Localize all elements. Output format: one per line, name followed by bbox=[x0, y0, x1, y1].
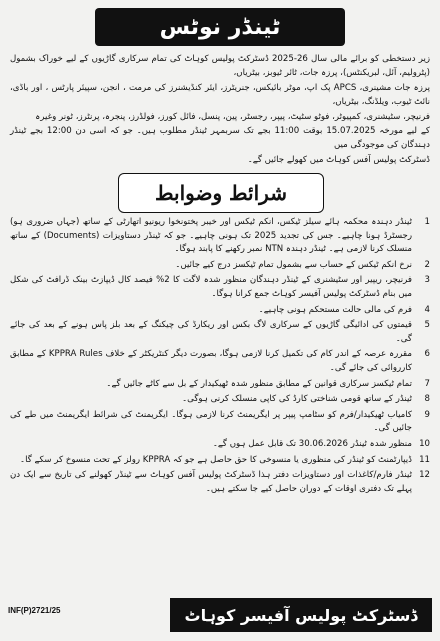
list-item bbox=[10, 409, 430, 436]
intro-paragraph bbox=[10, 52, 430, 167]
rule-number: 12 bbox=[419, 470, 430, 481]
rule-text: ٹینڈر فارم/کاغذات اور دستاویزات دفتر ہذا ڈسٹرکٹ پولیس آفس کوہاٹ سے ٹینڈر کھولنے کی تاریخ سے ایک دن پہلے تک دفتری اوقات کے دوران حاصل کیے جا سکتے ہیں۔ bbox=[10, 470, 412, 494]
title-banner bbox=[95, 8, 345, 46]
list-item bbox=[10, 348, 430, 375]
list-item bbox=[10, 438, 430, 452]
rule-text: فرم کی مالی حالت مستحکم ہونی چاہیے۔ bbox=[258, 304, 412, 315]
terms-list bbox=[10, 216, 430, 498]
signature-banner bbox=[170, 598, 432, 632]
rule-text: ڈیپارٹمنٹ کو ٹینڈر کی منظوری یا منسوخی کا حق حاصل ہے جو کہ KPPRA رولز کے تحت منسوخ کر سکے گا۔ bbox=[20, 454, 412, 465]
rule-text: نرخ انکم ٹیکس کے حساب سے بشمول تمام ٹیکسز درج کیے جائیں۔ bbox=[175, 259, 412, 270]
rule-number: 4 bbox=[424, 304, 430, 315]
intro-line: فرنیچر، سٹیشنری، کمپیوٹر، فوٹو سٹیٹ، پیپر، رجسٹر، پین، پنسل، فائل کورز، فولڈرز، پنجرہ، پرنٹرز، ٹونر وغیرہ bbox=[35, 111, 430, 122]
ad-reference-number: INF(P)2721/25 bbox=[8, 606, 61, 615]
rule-text: ٹینڈر دہندہ محکمہ ہائے سیلز ٹیکس، انکم ٹیکس اور خیبر پختونخوا ریونیو اتھارٹی کے ساتھ (جہاں ضروری ہو) رجسٹرڈ ہونا چاہیے۔ جس کی تجدید 2025 تک ہونی چاہیے۔ جو کہ ٹینڈر دستاویزات (Documents) کے ساتھ منسلک کرنا لازمی ہے۔ ٹینڈر دہندہ NTN نمبر رکھنے کا پابند ہوگا۔ bbox=[10, 217, 412, 255]
list-item bbox=[10, 274, 430, 301]
rule-number: 5 bbox=[424, 320, 430, 331]
rule-text: کامیاب ٹھیکیدار/فرم کو سٹامپ پیپر پر ایگریمنٹ کرنا لازمی ہوگا۔ ایگریمنٹ کی شرائط ایگریمنٹ میں طے کی جائیں گی۔ bbox=[10, 409, 412, 434]
rule-number: 1 bbox=[424, 217, 430, 227]
rule-text: مقررہ عرصہ کے اندر کام کی تکمیل کرنا لازمی ہوگا، بصورت دیگر کنٹریکٹر کے خلاف KPPRA Rules کے مطابق کارروائی کی جائے گی۔ bbox=[10, 349, 412, 373]
rule-number: 9 bbox=[424, 409, 430, 420]
rule-text: منظور شدہ ٹینڈر 30.06.2026 تک قابل عمل ہوں گے۔ bbox=[212, 438, 412, 449]
list-item bbox=[10, 454, 430, 468]
rule-text: فرنیچر، ریپیر اور سٹیشنری کے ٹینڈر دہندگان منظور شدہ لاگت کا 2% فیصد کال ڈیپازٹ بینک ڈرافٹ کی شکل میں بنام ڈسٹرکٹ پولیس آفیسر کوہاٹ جمع کرانا ہوگا۔ bbox=[10, 275, 412, 299]
rule-number: 10 bbox=[419, 438, 430, 449]
rule-number: 7 bbox=[424, 378, 430, 389]
rule-number: 2 bbox=[424, 259, 430, 270]
list-item bbox=[10, 378, 430, 392]
rule-text: قیمتوں کی ادائیگی گاڑیوں کے سرکاری لاگ بکس اور ریکارڈ کی چیکنگ کے بعد بلز پاس ہونے کے بعد کی جائے گی۔ bbox=[10, 320, 412, 344]
list-item bbox=[10, 259, 430, 273]
rule-number: 11 bbox=[419, 454, 430, 465]
terms-heading-box bbox=[118, 173, 324, 213]
list-item bbox=[10, 216, 430, 257]
intro-line: پرزہ جات مشینری، APCS پک اپ، موٹر بائیکس، جنریٹرز، ایئر کنڈیشنرز کی مرمت ، انجن، سپیئر پارٹس ، اور باڈی، نائٹ ٹیوب، ویلڈنگ، بیٹریاں، bbox=[10, 82, 430, 108]
intro-line: کے لیے مورخہ 15.07.2025 بوقت 11:00 بجے تک سربمہر ٹینڈر مطلوب ہیں۔ جو کہ اسی دن 12:00 بجے ٹینڈر دہندگان کی موجودگی میں bbox=[10, 126, 430, 151]
rule-text: تمام ٹیکسز سرکاری قوانین کے مطابق منظور شدہ ٹھیکیدار کے بل سے کاٹے جائیں گے۔ bbox=[106, 378, 412, 389]
rule-text: ٹینڈر کے ساتھ قومی شناختی کارڈ کی کاپی منسلک کرنی ہوگی۔ bbox=[182, 394, 412, 405]
rule-number: 8 bbox=[424, 394, 430, 405]
list-item bbox=[10, 304, 430, 318]
signatory-title: ڈسٹرکٹ پولیس آفیسر کوہاٹ bbox=[184, 605, 418, 625]
rule-number: 3 bbox=[424, 275, 430, 286]
list-item bbox=[10, 469, 430, 496]
terms-heading: شرائط وضوابط bbox=[155, 181, 287, 205]
list-item bbox=[10, 319, 430, 346]
intro-line: ڈسٹرکٹ پولیس آفس کوہاٹ میں کھولے جائیں گے۔ bbox=[247, 154, 430, 165]
rule-number: 6 bbox=[424, 349, 430, 360]
page-title: ٹینڈر نوٹس bbox=[159, 14, 281, 40]
list-item bbox=[10, 393, 430, 407]
intro-line: زیر دستخطی کو برائے مالی سال 26-2025 ڈسٹرکٹ پولیس کوہاٹ کی تمام سرکاری گاڑیوں کے لیے خوراک بشمول (پٹرولیم، آئل، لبریکنٹس)، پرزہ جات، ٹائر ٹیوبز، بیٹریاں، bbox=[10, 54, 430, 79]
